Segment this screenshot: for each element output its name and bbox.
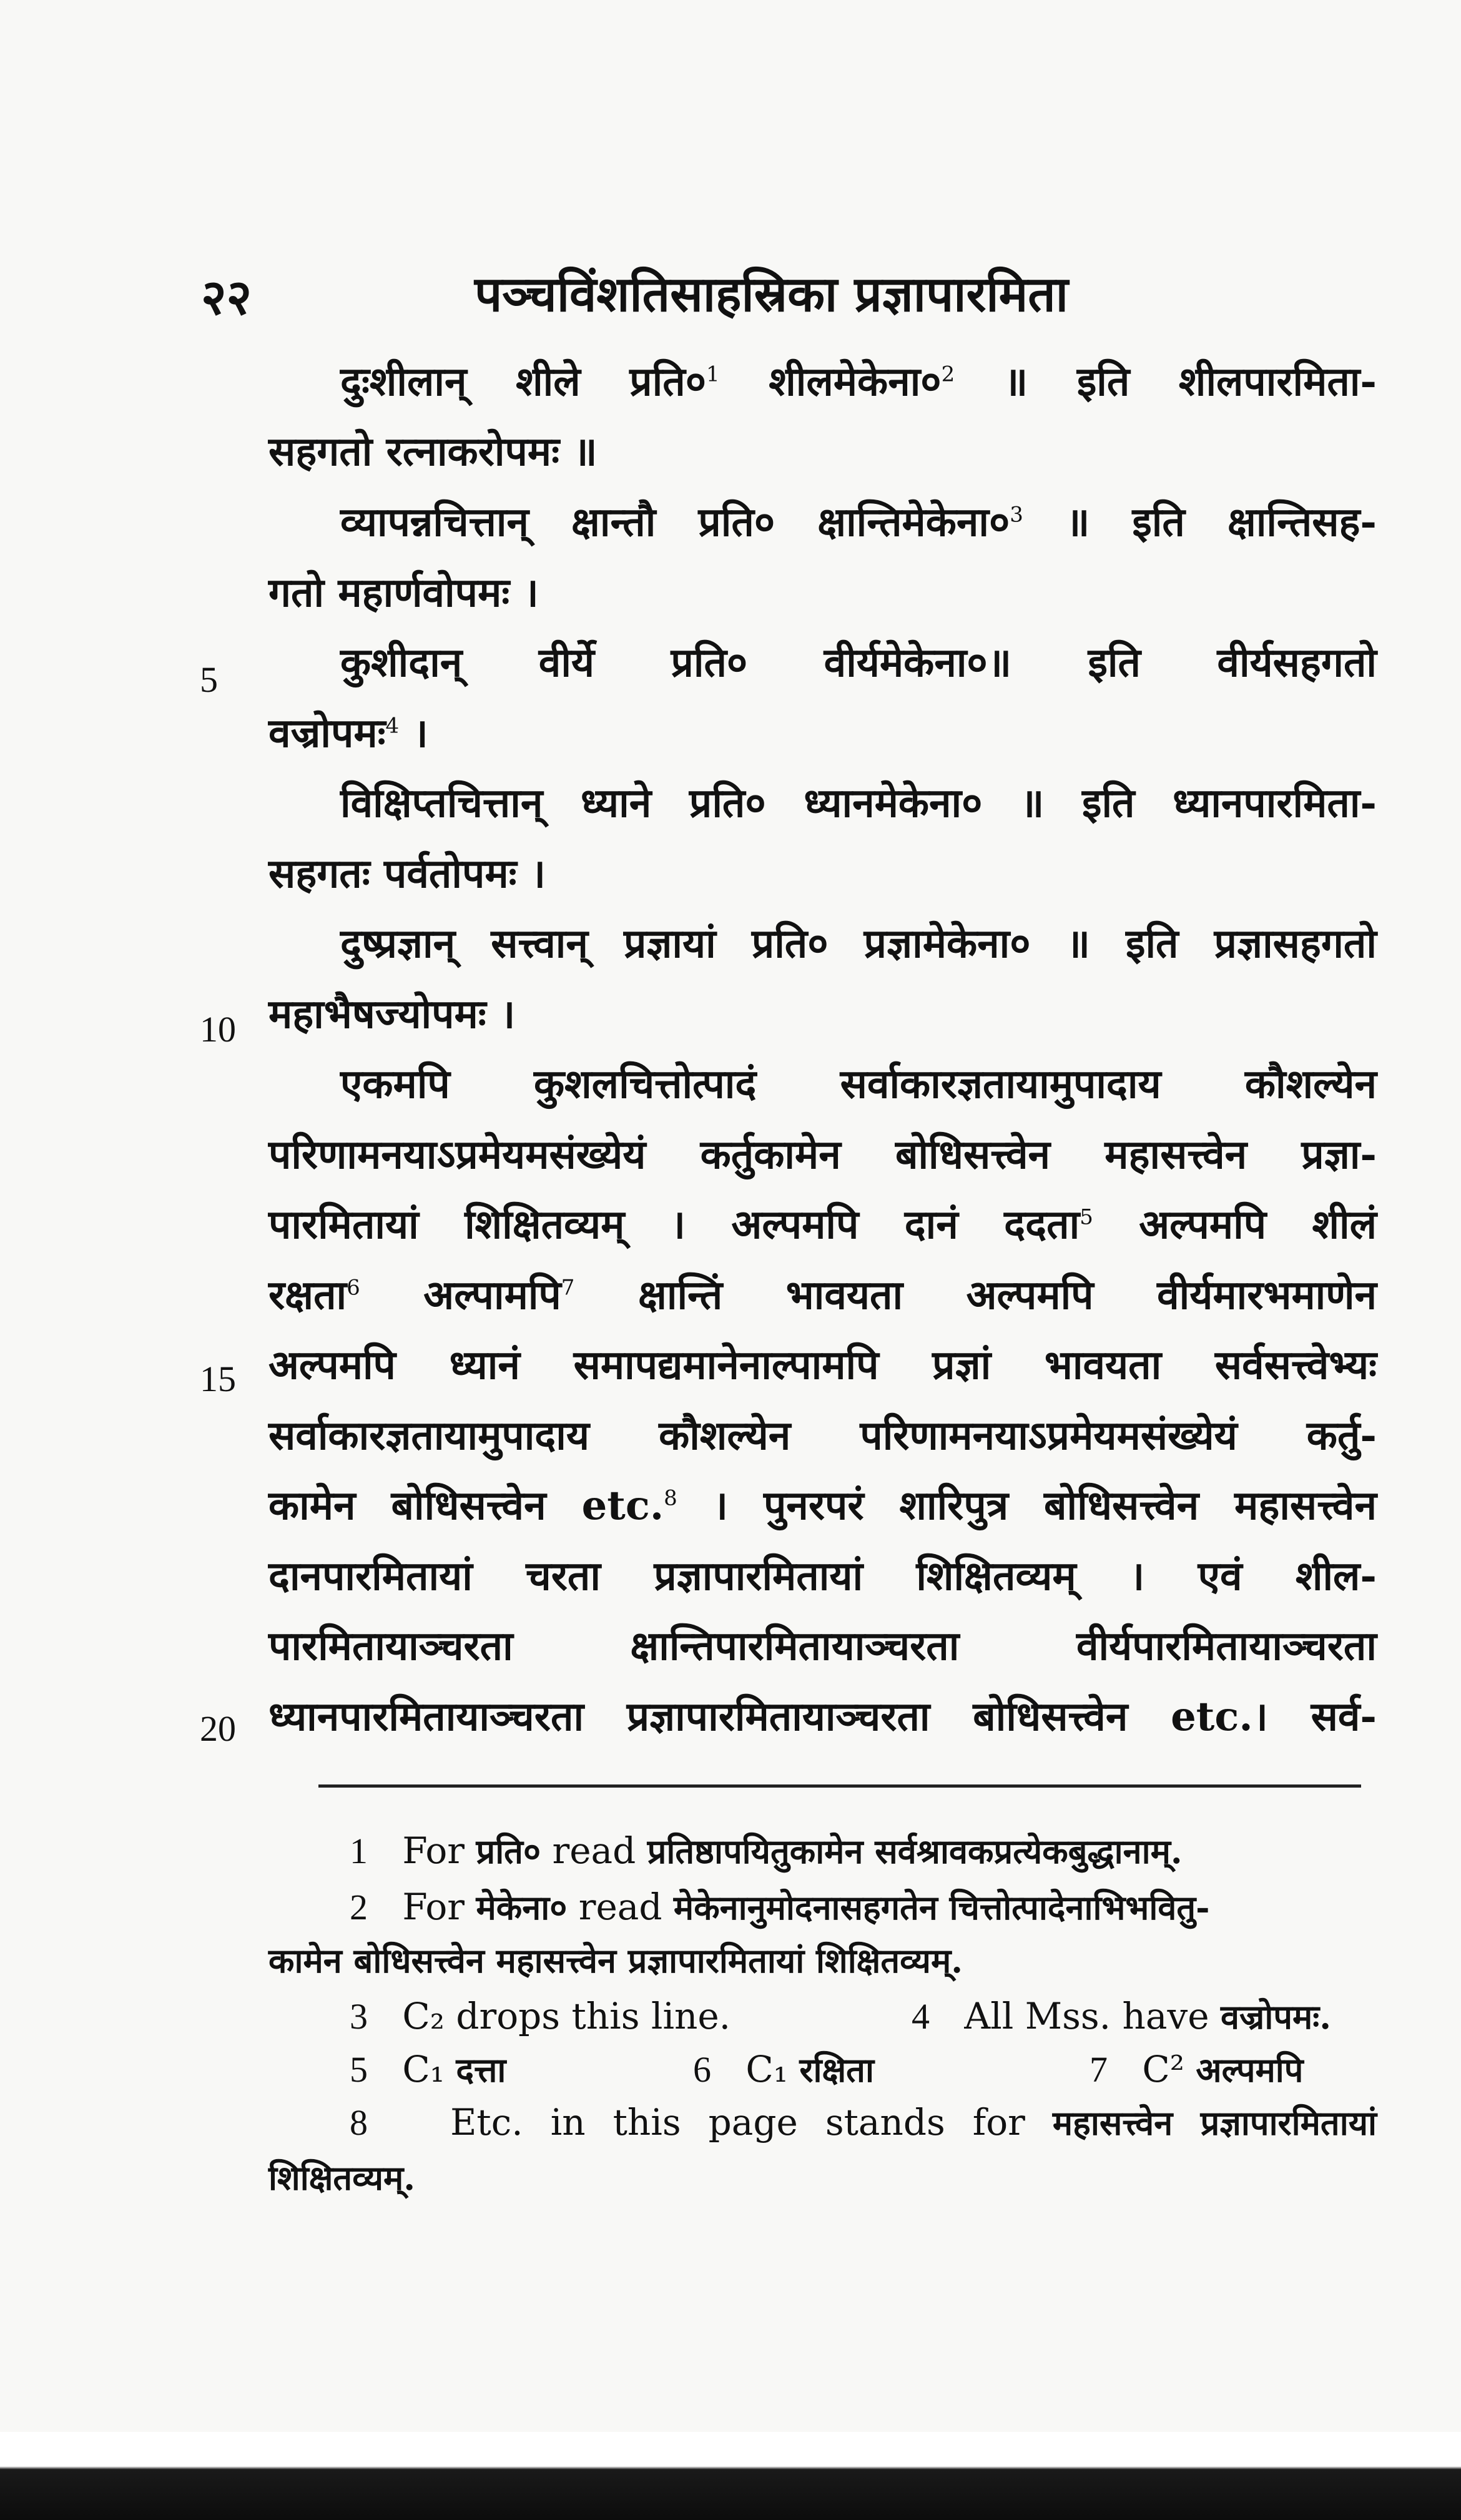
text-line: व्यापन्नचित्तान् क्षान्तौ प्रति० $क्षान्तिमेकेना०^3$ ॥ इति क्षान्तिसह- bbox=[340, 499, 1377, 546]
footnote-8-continuation: शिक्षितव्यम्. bbox=[268, 2158, 416, 2198]
text-line: गतो महार्णवोपमः । bbox=[268, 569, 539, 616]
text-line: रक्षता$^6$ अल्पामपि$^7$ क्षान्तिं भावयता अल्पमपि वीर्यमारभमाणेन bbox=[268, 1272, 1377, 1319]
running-title: पञ्चविंशतिसाहस्रिका प्रज्ञापारमिता bbox=[475, 266, 1068, 323]
footnote-5: 5 C₁ दत्ता bbox=[350, 2048, 506, 2090]
footnote-3: 3 C₂ drops this line. bbox=[350, 1995, 731, 2037]
page-number: २२ bbox=[201, 269, 252, 326]
line-number: 10 bbox=[200, 1009, 236, 1050]
text-line: सहगतः पर्वतोपमः । bbox=[268, 850, 546, 897]
line-number: 5 bbox=[200, 659, 218, 700]
text-line: पारमितायां शिक्षितव्यम् । अल्पमपि दानं ददता$^5$ अल्पमपि शीलं bbox=[268, 1201, 1377, 1248]
text-line: दुःशीलान् शीले $प्रति०^1$ $शीलमेकेना०^2$ ॥ इति शीलपारमिता- bbox=[340, 358, 1377, 405]
text-line: परिणामनयाऽप्रमेयमसंख्येयं कर्तुकामेन बोधिसत्त्वेन महासत्त्वेन प्रज्ञा- bbox=[268, 1131, 1377, 1178]
footnote-6: 6 C₁ रक्षिता bbox=[693, 2048, 874, 2090]
text-line: अल्पमपि ध्यानं समापद्यमानेनाल्पामपि प्रज्ञां भावयता सर्वसत्त्वेभ्यः bbox=[268, 1342, 1377, 1389]
footnote-divider bbox=[318, 1784, 1361, 1788]
text-line: दानपारमितायां चरता प्रज्ञापारमितायां शिक्षितव्यम् । एवं शील- bbox=[268, 1553, 1377, 1600]
text-line: महाभैषज्योपमः । bbox=[268, 991, 516, 1038]
footnote-2: 2 For मेकेना० read मेकेनानुमोदनासहगतेन चित्तोत्पादेनाभिभवितु- bbox=[350, 1886, 1210, 1928]
footnote-2-continuation: कामेन बोधिसत्त्वेन महासत्त्वेन प्रज्ञापारमितायां शिक्षितव्यम्. bbox=[268, 1941, 963, 1981]
text-line: सहगतो रत्नाकरोपमः ॥ bbox=[268, 428, 598, 475]
footnote-7: 7 C² अल्पमपि bbox=[1090, 2048, 1304, 2090]
text-line: ध्यानपारमितायाञ्चरता प्रज्ञापारमितायाञ्चरता बोधिसत्त्वेन etc.। सर्व- bbox=[268, 1693, 1377, 1740]
text-line: दुष्प्रज्ञान् सत्त्वान् प्रज्ञायां प्रति० प्रज्ञामेकेना० ॥ इति प्रज्ञासहगतो bbox=[340, 920, 1377, 967]
text-line: कामेन बोधिसत्त्वेन etc.$^8$ । पुनरपरं शारिपुत्र बोधिसत्त्वेन महासत्त्वेन bbox=[268, 1482, 1377, 1529]
footnote-8: 8 Etc. in this page stands for महासत्त्वेन प्रज्ञापारमितायां bbox=[350, 2101, 1377, 2143]
text-line: सर्वाकारज्ञतायामुपादाय कौशल्येन परिणामनयाऽप्रमेयमसंख्येयं कर्तु- bbox=[268, 1412, 1377, 1459]
footnote-1: 1 For प्रति० read प्रतिष्ठापयितुकामेन सर्वश्रावकप्रत्येकबुद्धानाम्. bbox=[350, 1829, 1183, 1872]
text-line: पारमितायाञ्चरता क्षान्तिपारमितायाञ्चरता वीर्यपारमितायाञ्चरता bbox=[268, 1623, 1377, 1670]
text-line: वज्रोपमः$^4$ । bbox=[268, 710, 428, 757]
line-number: 20 bbox=[200, 1708, 236, 1749]
page-bottom-edge bbox=[0, 2432, 1461, 2520]
text-line: एकमपि कुशलचित्तोत्पादं सर्वाकारज्ञतायामुपादाय कौशल्येन bbox=[340, 1061, 1377, 1108]
line-number: 15 bbox=[200, 1359, 236, 1399]
text-line: कुशीदान् वीर्ये प्रति० वीर्यमेकेना०॥ इति वीर्यसहगतो bbox=[340, 639, 1377, 686]
footnote-4: 4 All Mss. have वज्रोपमः. bbox=[912, 1995, 1332, 2037]
text-line: विक्षिप्तचित्तान् ध्याने प्रति० ध्यानमेकेना० ॥ इति ध्यानपारमिता- bbox=[340, 780, 1377, 827]
